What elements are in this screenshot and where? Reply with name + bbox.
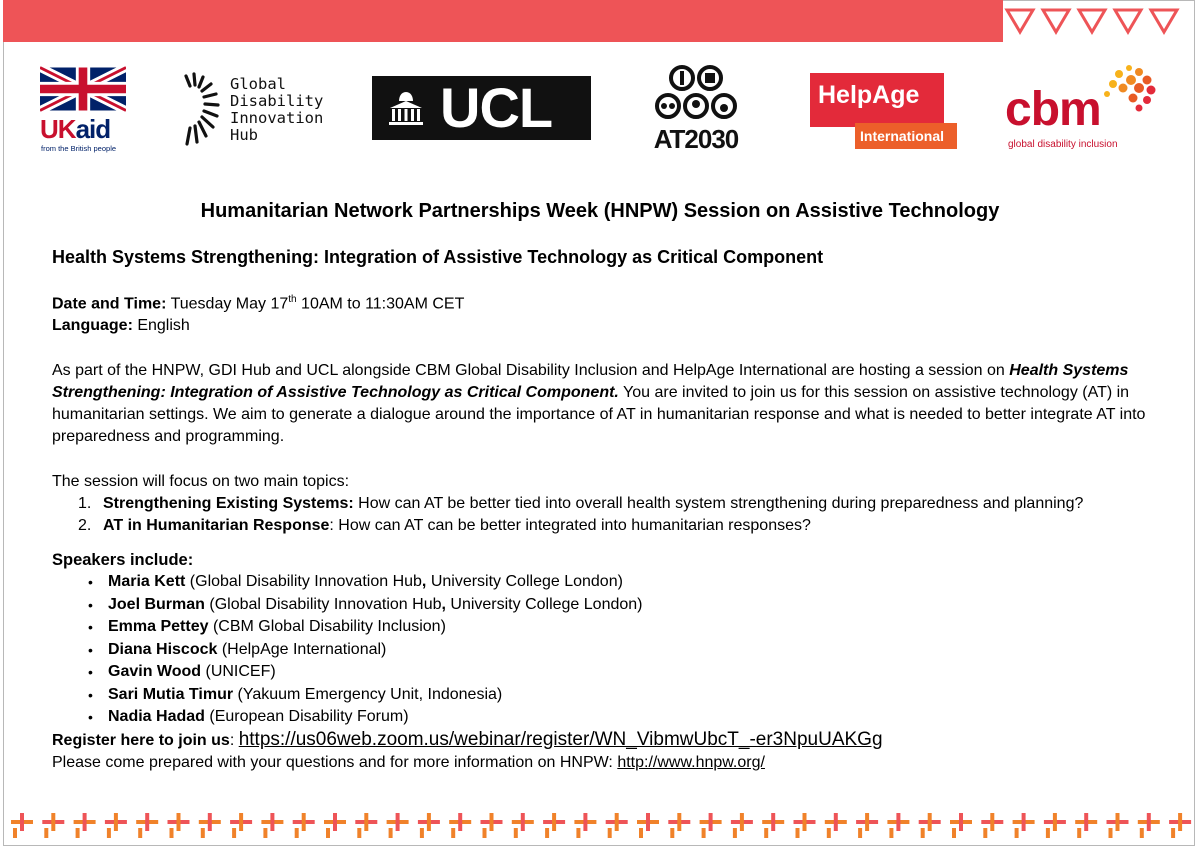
speaker-item: • Diana Hiscock (HelpAge International) bbox=[88, 640, 387, 658]
register-line: Register here to join us: https://us06web.zoom.us/webinar/register/WN_VibmwUbcT_-er3NpuUAKGg bbox=[52, 728, 883, 750]
cross-mark bbox=[1044, 813, 1066, 838]
closing-line: Please come prepared with your questions and for more information on HNPW: http://www.hnpw.org/ bbox=[52, 753, 765, 771]
cross-mark bbox=[199, 813, 221, 838]
intro-paragraph: As part of the HNPW, GDI Hub and UCL alongside CBM Global Disability Inclusion and HelpAge International are hosting a session on Health Systems Strengthening: Integration of Assistive Technology as Critical Component. You are invited to join us for this session on assistive technology (AT) in humanitarian settings. We aim to generate a dialogue around the importance of AT in humanitarian response and what is needed to better integrate AT into preparedness and programming. bbox=[52, 362, 1146, 446]
ucl-wordmark: UCL bbox=[440, 76, 553, 139]
date-time-line: Date and Time: Tuesday May 17th 10AM to 11:30AM CET bbox=[52, 294, 465, 313]
cbm-wordmark: cbm bbox=[1005, 83, 1101, 136]
cross-mark bbox=[825, 813, 847, 838]
speaker-item: • Maria Kett (Global Disability Innovation Hub, University College London) bbox=[88, 573, 623, 591]
cross-mark bbox=[762, 813, 784, 838]
helpage-wordmark: HelpAge bbox=[818, 81, 920, 109]
bottom-cross-pattern bbox=[3, 810, 1195, 844]
gdi-hub-logo bbox=[178, 72, 338, 147]
speaker-item: • Emma Pettey (CBM Global Disability Inclusion) bbox=[88, 618, 446, 636]
event-details bbox=[52, 289, 1162, 774]
cross-mark bbox=[981, 813, 1003, 838]
topic-item: 1. Strengthening Existing Systems: How can AT be better tied into overall health system strengthening during preparedness and planning? bbox=[78, 495, 1084, 513]
speaker-item: • Nadia Hadad (European Disability Forum) bbox=[88, 708, 409, 726]
cross-mark bbox=[1169, 813, 1191, 838]
gdi-burst-icon bbox=[178, 72, 226, 147]
page-title: Humanitarian Network Partnerships Week (HNPW) Session on Assistive Technology bbox=[200, 200, 1000, 222]
speaker-item: • Sari Mutia Timur (Yakuum Emergency Unit, Indonesia) bbox=[88, 685, 503, 703]
ukaid-tagline: from the British people bbox=[41, 144, 117, 153]
cross-mark bbox=[481, 813, 503, 838]
cross-mark bbox=[105, 813, 127, 838]
cross-mark bbox=[887, 813, 909, 838]
topics-list bbox=[52, 493, 1162, 537]
cross-mark bbox=[136, 813, 158, 838]
cross-mark bbox=[668, 813, 690, 838]
triangle-mark bbox=[1151, 10, 1177, 32]
cross-mark bbox=[1075, 813, 1097, 838]
triangle-mark bbox=[1079, 10, 1105, 32]
top-banner bbox=[3, 0, 1003, 42]
cross-mark bbox=[1013, 813, 1035, 838]
ucl-logo bbox=[372, 76, 591, 140]
cross-mark bbox=[387, 813, 409, 838]
cross-mark bbox=[606, 813, 628, 838]
cross-mark bbox=[261, 813, 283, 838]
cross-mark bbox=[512, 813, 534, 838]
cross-mark bbox=[355, 813, 377, 838]
at2030-wordmark: AT2030 bbox=[653, 124, 739, 154]
cbm-logo bbox=[1005, 60, 1165, 155]
cross-mark bbox=[731, 813, 753, 838]
cross-mark bbox=[919, 813, 941, 838]
cbm-tagline: global disability inclusion bbox=[1008, 139, 1118, 150]
triangle-mark bbox=[1043, 10, 1069, 32]
speaker-item: • Joel Burman (Global Disability Innovation Hub, University College London) bbox=[88, 595, 643, 613]
speakers-list bbox=[52, 571, 1162, 729]
registration-link[interactable]: https://us06web.zoom.us/webinar/register/WN_VibmwUbcT_-er3NpuUAKGg bbox=[238, 728, 883, 750]
hnpw-website-link[interactable]: http://www.hnpw.org/ bbox=[617, 753, 765, 771]
cross-mark bbox=[418, 813, 440, 838]
ucl-portico-icon bbox=[386, 90, 426, 126]
cross-mark bbox=[794, 813, 816, 838]
cross-mark bbox=[856, 813, 878, 838]
triangle-pattern bbox=[1003, 4, 1193, 38]
helpage-logo bbox=[810, 73, 957, 155]
cross-mark bbox=[574, 813, 596, 838]
cross-mark bbox=[950, 813, 972, 838]
cross-mark bbox=[1107, 813, 1129, 838]
cross-mark bbox=[11, 813, 33, 838]
triangle-mark bbox=[1007, 10, 1033, 32]
cross-mark bbox=[293, 813, 315, 838]
cross-mark bbox=[230, 813, 252, 838]
at2030-logo bbox=[640, 64, 752, 154]
cross-mark bbox=[700, 813, 722, 838]
ukaid-logo bbox=[40, 64, 128, 154]
cbm-dots-icon bbox=[1095, 60, 1163, 120]
cross-mark bbox=[324, 813, 346, 838]
topic-item: 2. AT in Humanitarian Response: How can AT can be better integrated into humanitarian responses? bbox=[78, 517, 811, 535]
focus-intro: The session will focus on two main topics: bbox=[52, 473, 350, 491]
gdi-wordmark: Global Disability Innovation Hub bbox=[230, 75, 324, 144]
cross-mark bbox=[543, 813, 565, 838]
speaker-item: • Gavin Wood (UNICEF) bbox=[88, 663, 276, 681]
union-flag-icon bbox=[40, 64, 126, 114]
ukaid-wordmark: UKaid bbox=[40, 114, 111, 144]
cross-mark bbox=[1138, 813, 1160, 838]
triangle-mark bbox=[1115, 10, 1141, 32]
language-line: Language: English bbox=[52, 317, 190, 335]
cross-mark bbox=[42, 813, 64, 838]
cross-mark bbox=[637, 813, 659, 838]
cross-mark bbox=[168, 813, 190, 838]
speakers-heading: Speakers include: bbox=[52, 551, 194, 570]
at2030-emblem-icon bbox=[640, 64, 752, 124]
cross-mark bbox=[449, 813, 471, 838]
session-subtitle: Health Systems Strengthening: Integration of Assistive Technology as Critical Component bbox=[52, 247, 824, 267]
helpage-subtitle: International bbox=[860, 128, 945, 144]
cross-mark bbox=[74, 813, 96, 838]
